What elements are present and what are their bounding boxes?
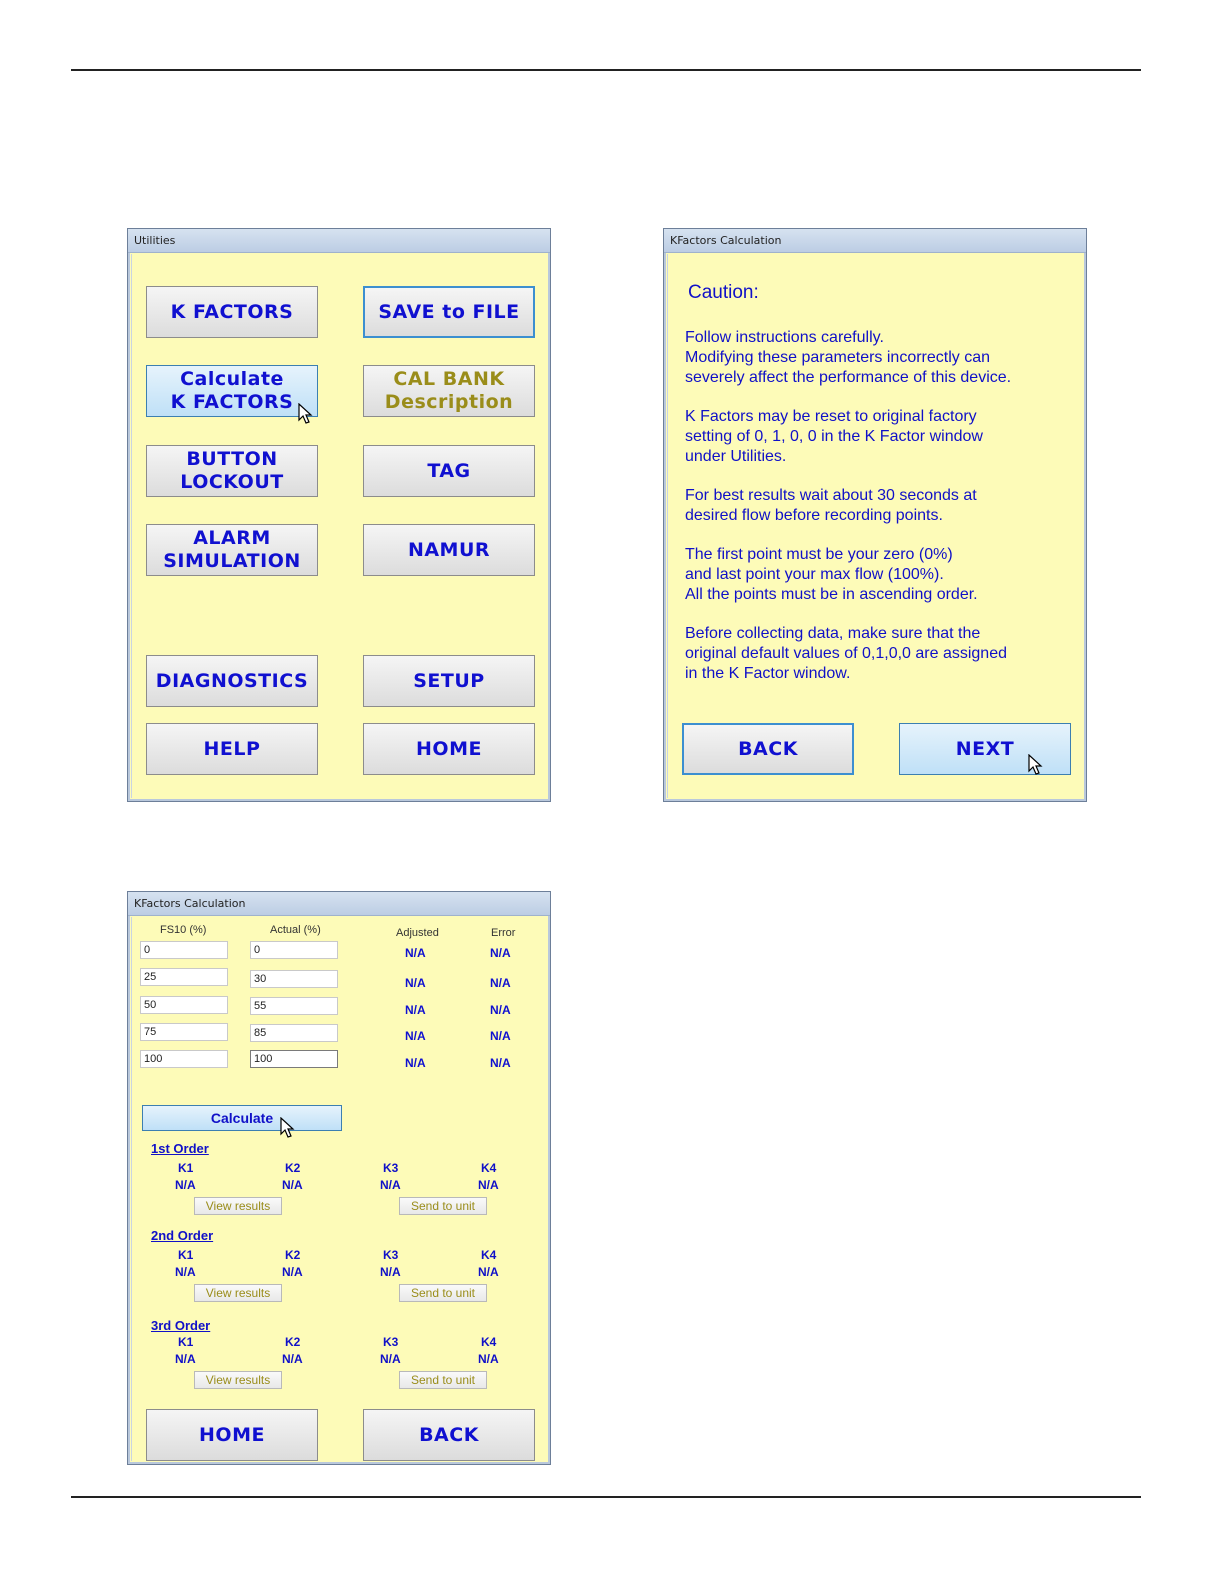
window-title: Utilities [128,229,550,253]
caution-content [667,254,1083,798]
order-title-2nd[interactable]: 2nd Order [151,1228,214,1243]
bottom-rule [71,1496,1141,1498]
top-rule [71,69,1141,71]
k2-value: N/A [282,1352,303,1366]
fs10-input[interactable]: 100 [140,1050,228,1068]
k3-label: K3 [383,1248,399,1262]
k1-label: K1 [178,1335,194,1349]
caution-paragraph: For best results wait about 30 seconds at desired flow before recording points. [685,487,977,524]
k2-label: K2 [285,1161,301,1175]
k1-label: K1 [178,1248,194,1262]
send-to-unit-button[interactable]: Send to unit [399,1197,487,1215]
caution-paragraph: The first point must be your zero (0%) and last point your max flow (100%). All the points must be in ascending order. [685,546,978,603]
k3-value: N/A [380,1265,401,1279]
send-to-unit-button[interactable]: Send to unit [399,1371,487,1389]
mouse-cursor-icon [1028,754,1044,776]
fs10-input[interactable]: 25 [140,968,228,986]
actual-input[interactable]: 55 [250,997,338,1015]
caution-window [663,228,1087,802]
mouse-cursor-icon [298,403,314,425]
error-value: N/A [490,1029,511,1043]
actual-header: Actual (%) [270,924,321,936]
k2-label: K2 [285,1248,301,1262]
actual-input[interactable]: 85 [250,1024,338,1042]
back-button[interactable]: BACK [363,1409,535,1461]
k4-label: K4 [481,1161,497,1175]
k1-value: N/A [175,1178,196,1192]
k2-label: K2 [285,1335,301,1349]
home-button[interactable]: HOME [146,1409,318,1461]
k-factors-button[interactable]: K FACTORS [146,286,318,338]
window-title: KFactors Calculation [664,229,1086,253]
view-results-button[interactable]: View results [194,1197,282,1215]
adjusted-value: N/A [405,1029,426,1043]
k4-value: N/A [478,1265,499,1279]
caution-paragraph: Before collecting data, make sure that the original default values of 0,1,0,0 are assigned in the K Factor window. [685,625,1007,682]
k1-value: N/A [175,1352,196,1366]
calculate-button[interactable]: Calculate [142,1105,342,1131]
fs10-header: FS10 (%) [160,924,207,936]
view-results-button[interactable]: View results [194,1284,282,1302]
k3-value: N/A [380,1352,401,1366]
alarm-simulation-button[interactable]: ALARM SIMULATION [146,524,318,576]
adjusted-value: N/A [405,946,426,960]
adjusted-header: Adjusted [396,927,439,939]
adjusted-value: N/A [405,1056,426,1070]
save-to-file-button[interactable]: SAVE to FILE [363,286,535,338]
namur-button[interactable]: NAMUR [363,524,535,576]
k2-value: N/A [282,1178,303,1192]
utilities-content [131,254,547,798]
error-value: N/A [490,976,511,990]
adjusted-value: N/A [405,1003,426,1017]
k2-value: N/A [282,1265,303,1279]
fs10-input[interactable]: 0 [140,941,228,959]
order-title-3rd[interactable]: 3rd Order [151,1318,211,1333]
fs10-input[interactable]: 50 [140,996,228,1014]
error-value: N/A [490,1056,511,1070]
calculation-content [131,917,547,1461]
view-results-button[interactable]: View results [194,1371,282,1389]
window-title: KFactors Calculation [128,892,550,916]
back-button[interactable]: BACK [682,723,854,775]
order-title-1st[interactable]: 1st Order [151,1141,209,1156]
adjusted-value: N/A [405,976,426,990]
send-to-unit-button[interactable]: Send to unit [399,1284,487,1302]
k3-label: K3 [383,1335,399,1349]
next-button[interactable]: NEXT [899,723,1071,775]
caution-text [685,328,1075,703]
k3-value: N/A [380,1178,401,1192]
k4-label: K4 [481,1335,497,1349]
help-button[interactable]: HELP [146,723,318,775]
caution-paragraph: K Factors may be reset to original factory setting of 0, 1, 0, 0 in the K Factor window under Utilities. [685,408,983,465]
caution-heading: Caution: [688,282,759,303]
setup-button[interactable]: SETUP [363,655,535,707]
actual-input[interactable]: 0 [250,941,338,959]
caution-paragraph: Follow instructions carefully. Modifying these parameters incorrectly can severely affect the performance of this device. [685,329,1012,386]
cal-bank-description-button[interactable]: CAL BANK Description [363,365,535,417]
error-value: N/A [490,946,511,960]
error-value: N/A [490,1003,511,1017]
home-button[interactable]: HOME [363,723,535,775]
actual-input[interactable]: 100 [250,1050,338,1068]
button-lockout-button[interactable]: BUTTON LOCKOUT [146,445,318,497]
tag-button[interactable]: TAG [363,445,535,497]
fs10-input[interactable]: 75 [140,1023,228,1041]
mouse-cursor-icon [280,1117,296,1139]
diagnostics-button[interactable]: DIAGNOSTICS [146,655,318,707]
k3-label: K3 [383,1161,399,1175]
actual-input[interactable]: 30 [250,970,338,988]
utilities-window [127,228,551,802]
k1-value: N/A [175,1265,196,1279]
k4-value: N/A [478,1178,499,1192]
error-header: Error [491,927,516,939]
k4-label: K4 [481,1248,497,1262]
k1-label: K1 [178,1161,194,1175]
k4-value: N/A [478,1352,499,1366]
calculate-k-factors-button[interactable]: Calculate K FACTORS [146,365,318,417]
calculation-window [127,891,551,1465]
